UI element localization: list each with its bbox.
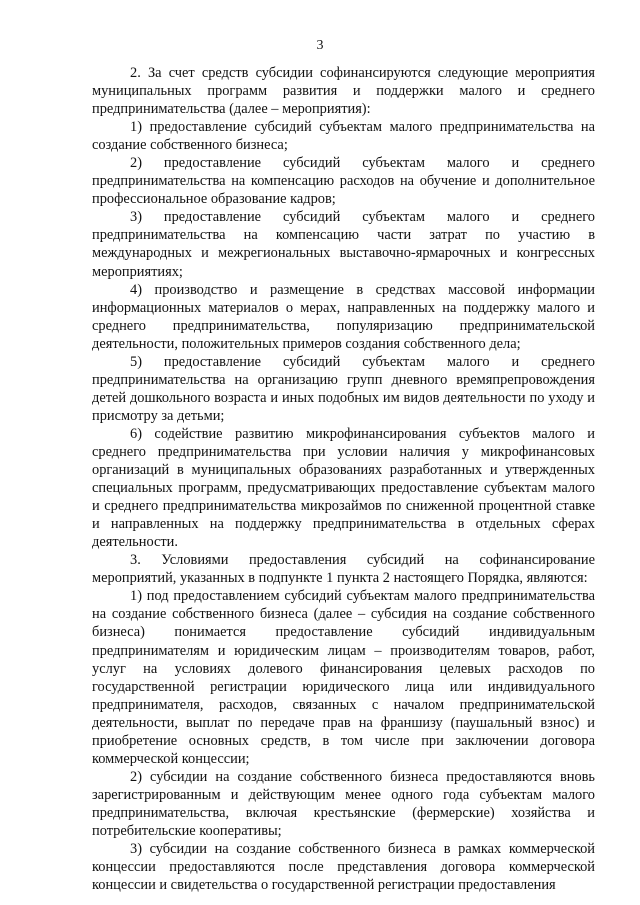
paragraph-item-2: 2. За счет средств субсидии софинансируются следующие мероприятия муниципальных программ развития и поддержки малого и среднего предпринимательства (далее – мероприятия): [92,65,595,118]
paragraph-subitem-2-2: 2) предоставление субсидий субъектам малого и среднего предпринимательства на компенсацию расходов на обучение и дополнительное профессиональное образование кадров; [92,155,595,208]
page-number: 3 [316,38,324,53]
paragraph-item-3: 3. Условиями предоставления субсидий на софинансирование мероприятий, указанных в подпункте 1 пункта 2 настоящего Порядка, являются: [92,552,595,587]
paragraph-subitem-3-1: 1) под предоставлением субсидий субъектам малого предпринимательства на создание собственного бизнеса (далее – субсидия на создание собственного бизнеса) понимается предоставление субсидий индивидуальным предпринимателям и юридическим лицам – производителям товаров, работ, услуг на условиях долевого финансирования целевых расходов по государственной регистрации юридического лица или индивидуального предпринимателя, расходов, связанных с началом предпринимательской деятельности, выплат по передаче прав на франшизу (паушальный взнос) и приобретение основных средств, в том числе при заключении договора коммерческой концессии; [92,588,595,767]
document-body [92,64,595,894]
paragraph-subitem-2-1: 1) предоставление субсидий субъектам малого предпринимательства на создание собственного бизнеса; [92,119,595,154]
paragraph-subitem-3-2: 2) субсидии на создание собственного бизнеса предоставляются вновь зарегистрированным и действующим менее одного года субъектам малого предпринимательства, включая крестьянские (фермерские) хозяйства и потребительские кооперативы; [92,768,595,839]
paragraph-subitem-2-4: 4) производство и размещение в средствах массовой информации информационных материалов о мерах, направленных на поддержку малого и среднего предпринимательства, популяризацию предпринимательской деятельности, положительных примеров создания собственного дела; [92,281,595,352]
paragraph-subitem-2-6: 6) содействие развитию микрофинансирования субъектов малого и среднего предпринимательства при условии наличия у микрофинансовых организаций в муниципальных образованиях разработанных и утвержденных специальных программ, предусматривающих предоставление субъектам малого и среднего предпринимательства микрозаймов по сниженной процентной ставке и направленных на поддержку предпринимательства в отдельных сферах деятельности. [92,425,595,551]
paragraph-subitem-3-3: 3) субсидии на создание собственного бизнеса в рамках коммерческой концессии предоставляются после представления договора коммерческой концессии и свидетельства о государственной регистрации предоставления [92,841,595,894]
paragraph-subitem-2-5: 5) предоставление субсидий субъектам малого и среднего предпринимательства на организацию групп дневного времяпрепровождения детей дошкольного возраста и иных подобных им видов деятельности по уходу и присмотру за детьми; [92,353,595,424]
paragraph-subitem-2-3: 3) предоставление субсидий субъектам малого и среднего предпринимательства на компенсацию части затрат по участию в международных и межрегиональных выставочно-ярмарочных и конгрессных мероприятиях; [92,209,595,280]
